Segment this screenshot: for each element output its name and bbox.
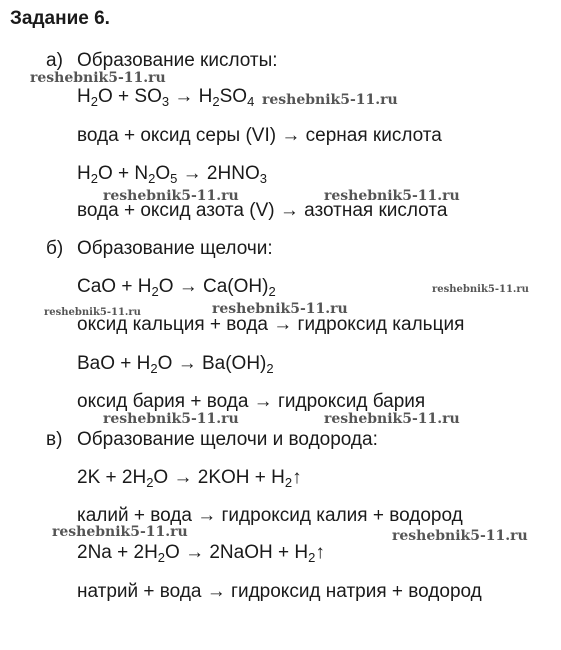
watermark: reshebnik5-11.ru [52,524,188,540]
section-a-words-2: вода + оксид азота (V) → азотная кислота [77,200,448,221]
section-a-marker: а) [46,50,63,71]
watermark: reshebnik5-11.ru [262,92,398,108]
section-c-equation-1: $2K + 2H_2O \to 2KOH$ + $H_2↑$ [77,467,302,490]
watermark: reshebnik5-11.ru [392,528,528,544]
section-a-equation-2: $H_2O + N_2O_5 \to 2HNO_3$ [77,163,267,186]
section-b-words-1: оксид кальция + вода → гидроксид кальция [77,314,465,335]
watermark: reshebnik5-11.ru [324,411,460,427]
section-a-words-1: вода + оксид серы (VI) → серная кислота [77,125,442,146]
watermark: reshebnik5-11.ru [103,188,239,204]
watermark: reshebnik5-11.ru [432,284,529,295]
section-a-heading: Образование кислоты: [77,50,278,71]
section-b-marker: б) [46,238,64,259]
section-a-equation-1: $H_2O + SO_3 \to H_2SO_4$ [77,86,255,109]
section-c-marker: в) [46,429,63,450]
section-b-heading: Образование щелочи: [77,238,273,259]
task-title: Задание 6. [10,8,110,29]
watermark: reshebnik5-11.ru [44,307,141,318]
section-b-equation-2: BaO + $H_2O \to Ba(OH)_2$ [77,353,274,376]
section-b-equation-1: CaO + $H_2O \to Ca(OH)_2$ [77,276,276,299]
section-b-words-2: оксид бария + вода → гидроксид бария [77,391,426,412]
section-c-words-2: натрий + вода → гидроксид натрия + водород [77,581,482,602]
section-c-words-1: калий + вода → гидроксид калия + водород [77,505,463,526]
section-c-heading: Образование щелочи и водорода: [77,429,378,450]
watermark: reshebnik5-11.ru [212,301,348,317]
watermark: reshebnik5-11.ru [103,411,239,427]
watermark: reshebnik5-11.ru [324,188,460,204]
section-c-equation-2: $2Na + 2H_2O$ → 2NaOH + $H_2↑$ [77,542,325,565]
watermark: reshebnik5-11.ru [30,70,166,86]
